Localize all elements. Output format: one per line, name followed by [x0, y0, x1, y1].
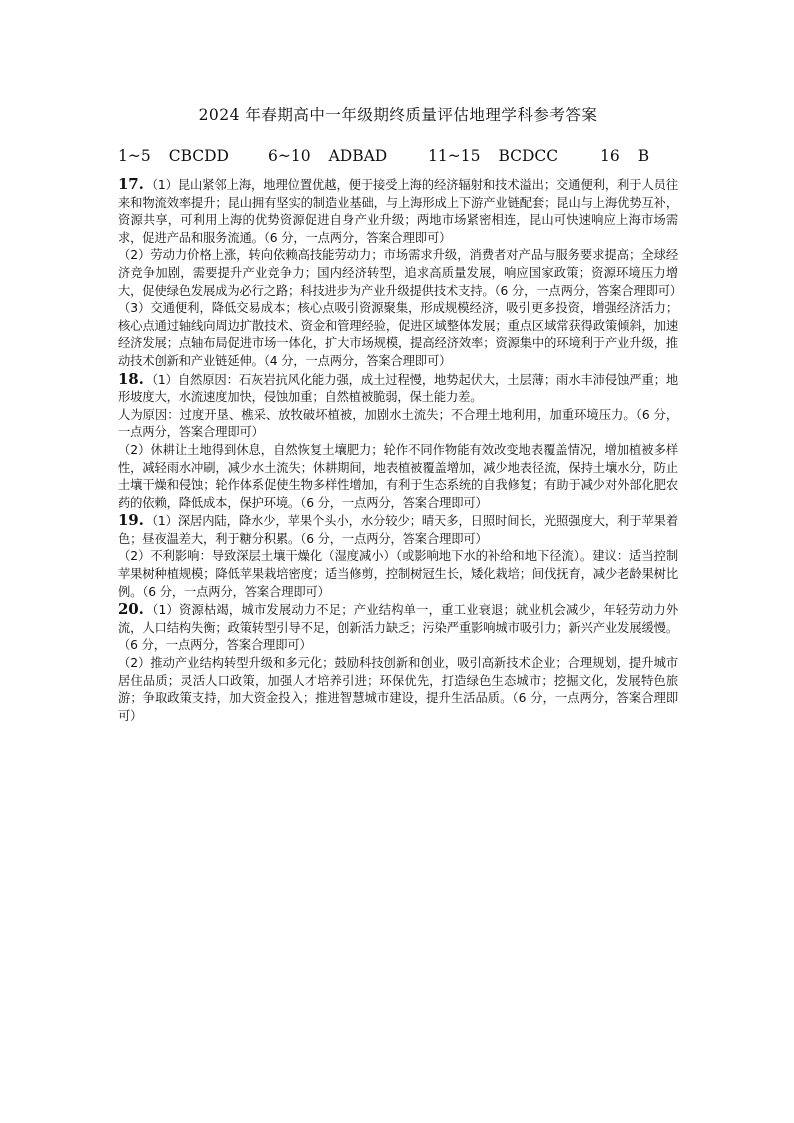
- answer-key-page: [118, 103, 683, 725]
- question-18-part-2: （2）休耕让土地得到休息，自然恢复土壤肥力；轮作不同作物能有效改变地表覆盖情况，增加植被多样性，减轻雨水冲刷，减少水土流失；休耕期间，地表植被覆盖增加，减少地表径流，保持土壤水分，防止土壤干燥和侵蚀；轮作体系促使生物多样性增加，有利于生态系统的自我修复；有助于减少对外部化肥农药的依赖，降低成本，保护环境。（6 分，一点两分，答案合理即可）: [118, 442, 678, 510]
- question-20-part-1: [118, 601, 678, 655]
- question-number: 18.: [118, 369, 144, 388]
- answer-keys: BCDCC: [498, 147, 559, 165]
- answer-text: （1）深居内陆，降水少，苹果个头小，水分较少；晴天多，日照时间长，光照强度大，利于苹果着色；昼夜温差大，利于糖分积累。（6 分，一点两分，答案合理即可）: [118, 514, 678, 546]
- answer-keys: CBCDD: [168, 147, 229, 165]
- question-18-human-causes: 人为原因：过度开垦、樵采、放牧破坏植被，加剧水土流失；不合理土地利用，加重环境压力。（6 分，一点两分，答案合理即可）: [118, 407, 678, 440]
- answer-range: 1~5: [118, 147, 151, 165]
- answer-group-11-15: [428, 147, 600, 165]
- question-19-part-1: [118, 512, 678, 548]
- question-17-part-3: （3）交通便利，降低交易成本；核心点吸引资源聚集，形成规模经济，吸引更多投资，增强经济活力；核心点通过轴线向周边扩散技术、资金和管理经验，促进区域整体发展；重点区域常获得政策倾斜，加速经济发展；点轴布局促进市场一体化，扩大市场规模，提高经济效率；资源集中的环境利于产业升级，推动技术创新和产业链延伸。（4 分，一点两分，答案合理即可）: [118, 301, 678, 368]
- answer-text: （1）自然原因：石灰岩抗风化能力强，成土过程慢，地势起伏大，土层薄；雨水丰沛侵蚀严重；地形坡度大，水流速度加快，侵蚀加重；自然植被脆弱，保土能力差。: [118, 372, 678, 405]
- answer-range: 11~15: [428, 147, 481, 165]
- multiple-choice-answers: [118, 147, 678, 165]
- answer-group-16: [600, 147, 670, 165]
- question-17-part-1: [118, 176, 678, 247]
- question-number: 20.: [118, 600, 144, 619]
- answer-keys: ADBAD: [328, 147, 388, 165]
- answer-text: （1）昆山紧邻上海，地理位置优越，便于接受上海的经济辐射和技术溢出；交通便利，利于人员往来和物流效率提升；昆山拥有坚实的制造业基础，与上海形成上下游产业链配套；昆山与上海优势互补，资源共享，可利用上海的优势资源促进自身产业升级；两地市场紧密相连，昆山可快速响应上海市场需求，促进产品和服务流通。（6 分，一点两分，答案合理即可）: [118, 178, 678, 245]
- question-number: 19.: [118, 511, 144, 530]
- answer-range: 6~10: [268, 147, 311, 165]
- question-number: 17.: [118, 175, 144, 193]
- answer-group-6-10: [268, 147, 428, 165]
- answer-body: [118, 175, 683, 725]
- answer-keys: B: [637, 147, 650, 165]
- question-19-part-2: （2）不利影响：导致深层土壤干燥化（湿度减小）（或影响地下水的补给和地下径流）。建议：适当控制苹果树种植规模；降低苹果栽培密度；适当修剪，控制树冠生长，矮化栽培；间伐抚育，减少老龄果树比例。（6 分，一点两分，答案合理即可）: [118, 549, 678, 599]
- answer-text: （1）资源枯竭，城市发展动力不足；产业结构单一，重工业衰退；就业机会减少，年轻劳动力外流，人口结构失衡；政策转型引导不足，创新活力缺乏；污染严重影响城市吸引力；新兴产业发展缓慢。（6 分，一点两分，答案合理即可）: [118, 603, 678, 653]
- page-title: 2024 年春期高中一年级期终质量评估地理学科参考答案: [198, 106, 598, 124]
- question-17-part-2: （2）劳动力价格上涨，转向依赖高技能劳动力；市场需求升级，消费者对产品与服务要求提高；全球经济竞争加剧，需要提升产业竞争力；国内经济转型，追求高质量发展，响应国家政策；资源环境压力增大，促使绿色发展成为必行之路；科技进步为产业升级提供技术支持。（6 分，一点两分，答案合理即可）: [118, 248, 683, 298]
- question-20-part-2: （2）推动产业结构转型升级和多元化；鼓励科技创新和创业，吸引高新技术企业；合理规划，提升城市居住品质；灵活人口政策，加强人才培养引进；环保优先，打造绿色生态城市；挖掘文化，发展特色旅游；争取政策支持，加大资金投入；推进智慧城市建设，提升生活品质。（6 分，一点两分，答案合理即可）: [118, 656, 678, 723]
- answer-group-1-5: [118, 147, 268, 165]
- answer-range: 16: [600, 147, 620, 165]
- question-18-part-1: [118, 371, 678, 407]
